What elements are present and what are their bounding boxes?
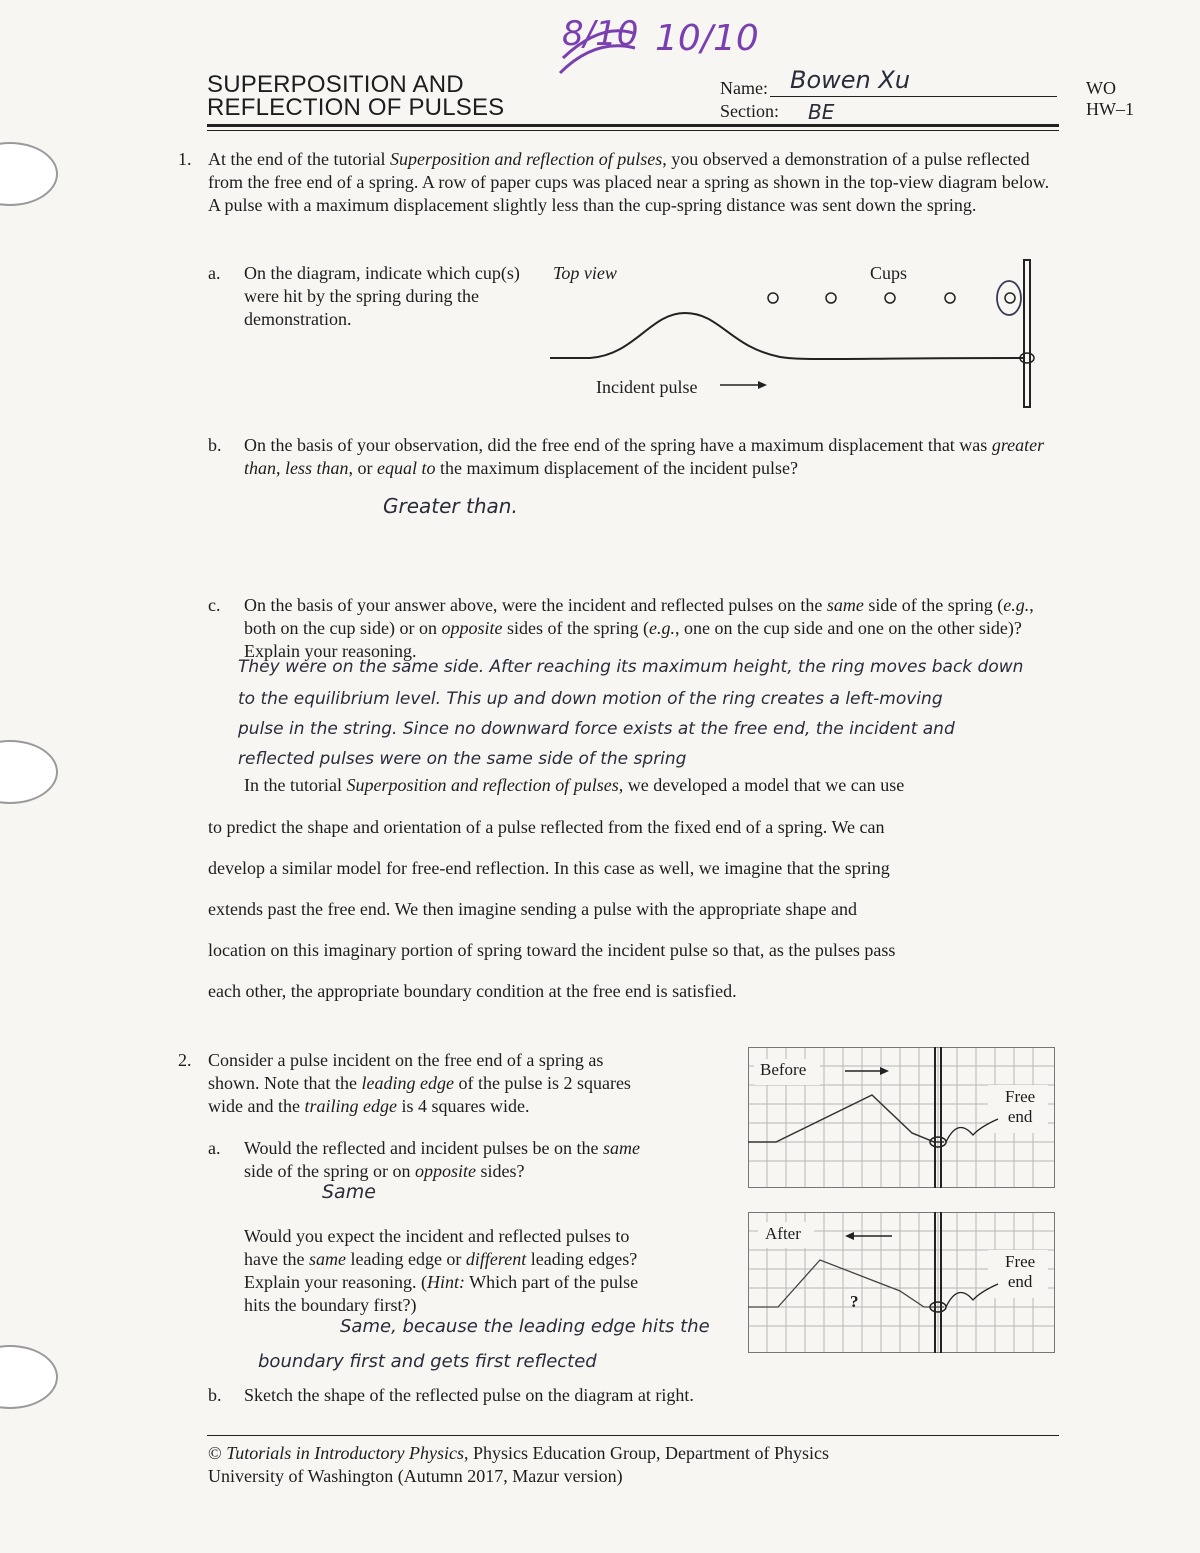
model-line: to predict the shape and orientation of a pulse reflected from the fixed end of a spring. We can <box>208 817 885 837</box>
footer-rule <box>207 1435 1059 1436</box>
q1-intro: At the end of the tutorial Superposition and reflection of pulses, you observed a demonstration of a pulse reflected from the free end of a spring. A row of paper cups was placed near a spring as shown in the top-view diagram below. A pulse with a maximum displacement slightly less than the cup-spring distance was sent down the spring. <box>208 149 1050 215</box>
q1c-answer-line: to the equilibrium level. This up and down motion of the ring creates a left-moving <box>238 689 943 709</box>
q1c-answer-line: They were on the same side. After reaching its maximum height, the ring moves back down <box>238 657 1024 677</box>
q2a-label: a. <box>208 1138 221 1158</box>
q1-number: 1. <box>178 149 192 169</box>
q1c-answer-line: pulse in the string. Since no downward force exists at the free end, the incident and <box>238 719 955 739</box>
name-label: Name: <box>720 78 768 98</box>
binder-hole <box>0 1345 58 1409</box>
q1b-text: On the basis of your observation, did the free end of the spring have a maximum displacement that was greater than, less than, or equal to the maximum displacement of the incident pulse? <box>244 435 1045 478</box>
cup <box>945 293 955 303</box>
name-value: Bowen Xu <box>790 66 911 94</box>
q1a-text: On the diagram, indicate which cup(s) were hit by the spring during the demonstration. <box>244 263 520 329</box>
before-label: Before <box>760 1060 807 1079</box>
question-mark: ? <box>850 1292 859 1311</box>
name-underline <box>770 96 1057 97</box>
q1a-label: a. <box>208 263 221 283</box>
q1c-label: c. <box>208 595 221 615</box>
q2b-text: Sketch the shape of the reflected pulse on the diagram at right. <box>244 1385 694 1405</box>
header-rule-thin <box>207 130 1059 131</box>
cup-hit <box>1005 293 1015 303</box>
diagram-top-view-label: Top view <box>553 263 617 283</box>
incident-pulse-label: Incident pulse <box>596 377 698 397</box>
footer-university: University of Washington (Autumn 2017, Mazur version) <box>208 1466 623 1486</box>
section-label: Section: <box>720 101 779 121</box>
cup <box>826 293 836 303</box>
q2b-label: b. <box>208 1385 222 1405</box>
page-title: SUPERPOSITION AND REFLECTION OF PULSES <box>207 71 505 121</box>
section-value: BE <box>808 100 835 124</box>
q2a2-text: Would you expect the incident and reflected pulses to have the same leading edge or different leading edges? Explain your reasoning. (Hint: Which part of the pulse hits the boundary first?) <box>244 1226 639 1315</box>
q2a-answer: Same <box>322 1181 376 1203</box>
model-line: each other, the appropriate boundary condition at the free end is satisfied. <box>208 981 737 1001</box>
model-line: location on this imaginary portion of spring toward the incident pulse so that, as the pulses pass <box>208 940 896 960</box>
free-end-label: Free end <box>1005 1252 1036 1291</box>
sketched-pulse <box>748 1260 944 1307</box>
q1c-answer-line: reflected pulses were on the same side of the spring <box>238 749 687 769</box>
worksheet-code: WO HW–1 <box>1086 78 1134 119</box>
diagram-cups-label: Cups <box>870 263 908 283</box>
q1c-text: On the basis of your answer above, were the incident and reflected pulses on the same side of the spring (e.g., both on the cup side) or on opposite sides of the spring (e.g., one on the cup side and one on the other side)? Explain your reasoning. <box>244 595 1034 661</box>
binder-hole <box>0 740 58 804</box>
grade-strike-marks <box>555 18 640 88</box>
spring-with-pulse <box>550 313 1025 359</box>
binder-hole <box>0 142 58 206</box>
grade: 10/10 <box>655 18 759 59</box>
model-line: In the tutorial Superposition and reflection of pulses, we developed a model that we can use <box>244 775 905 795</box>
q1b-answer: Greater than. <box>383 494 518 518</box>
cup <box>768 293 778 303</box>
model-line: develop a similar model for free-end reflection. In this case as well, we imagine that the spring <box>208 858 890 878</box>
model-line: extends past the free end. We then imagine sending a pulse with the appropriate shape and <box>208 899 858 919</box>
crossed-grade: 8/10 <box>562 14 639 54</box>
q2a2-answer-line: boundary first and gets first reflected <box>258 1351 597 1372</box>
q1b-label: b. <box>208 435 222 455</box>
hit-cup-circle <box>997 281 1021 315</box>
q2-number: 2. <box>178 1050 192 1070</box>
incident-pulse <box>748 1095 944 1142</box>
header-rule <box>207 124 1059 127</box>
after-label: After <box>765 1224 801 1243</box>
cup <box>885 293 895 303</box>
free-end-label: Free end <box>1005 1087 1036 1126</box>
footer-copyright: © Tutorials in Introductory Physics, Physics Education Group, Department of Physics <box>208 1443 829 1463</box>
q2-intro: Consider a pulse incident on the free end of a spring as shown. Note that the leading edge of the pulse is 2 squares wide and the trailing edge is 4 squares wide. <box>208 1050 631 1116</box>
q2a-text: Would the reflected and incident pulses be on the same side of the spring or on opposite sides? <box>244 1138 640 1181</box>
q2a2-answer-line: Same, because the leading edge hits the <box>340 1316 710 1337</box>
